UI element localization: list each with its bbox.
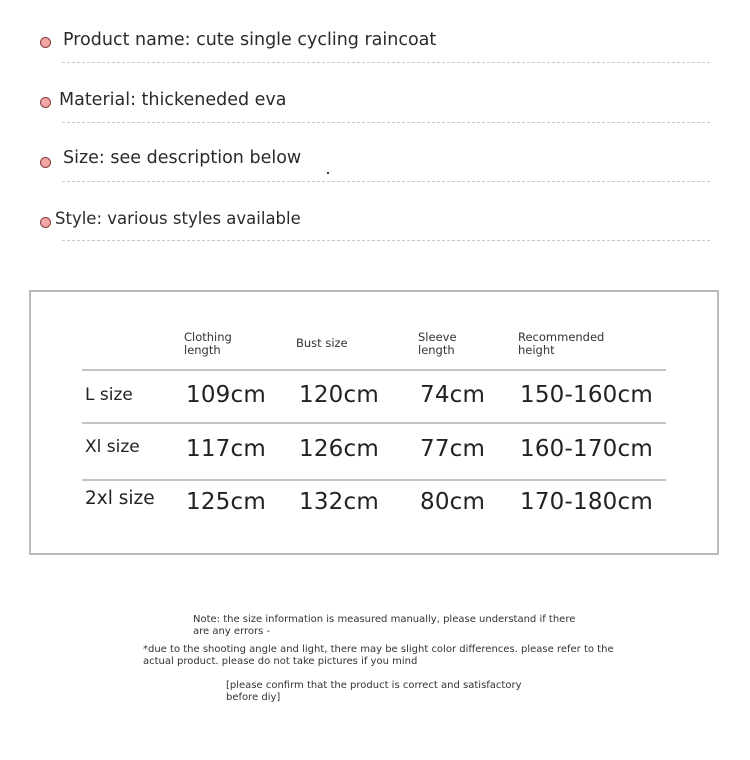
note-line: actual product. please do not take pictures if you mind — [143, 656, 418, 667]
header-recommended-height — [518, 331, 604, 357]
dashed-divider — [62, 62, 710, 63]
cell-clothing-length: 117cm — [186, 436, 266, 462]
dashed-divider — [62, 240, 710, 241]
table-rule — [82, 369, 666, 371]
note-line: [please confirm that the product is correct and satisfactory — [226, 680, 522, 691]
spec-style — [0, 207, 750, 267]
cell-height: 170-180cm — [520, 489, 653, 515]
note-line: before diy] — [226, 692, 281, 703]
note-measurement — [193, 614, 575, 638]
cell-bust: 120cm — [299, 382, 379, 408]
note-line: Note: the size information is measured manually, please understand if there — [193, 614, 576, 625]
cell-sleeve: 77cm — [420, 436, 486, 462]
header-line: Sleeve — [418, 330, 457, 344]
note-confirm — [226, 680, 522, 704]
dashed-divider — [62, 122, 710, 123]
header-line: length — [418, 343, 455, 357]
row-label-l: L size — [85, 385, 133, 405]
spec-material — [0, 88, 750, 148]
note-line: *due to the shooting angle and light, there may be slight color differences. please refer to the — [143, 644, 614, 655]
spec-product-name — [0, 28, 750, 88]
cell-clothing-length: 109cm — [186, 382, 266, 408]
bullet-dot-icon — [40, 157, 51, 168]
bullet-dot-icon — [40, 217, 51, 228]
cell-height: 150-160cm — [520, 382, 653, 408]
dashed-divider — [62, 181, 710, 182]
header-clothing-length — [184, 331, 232, 357]
note-line: are any errors - — [193, 626, 271, 637]
note-color-difference — [143, 644, 614, 668]
spec-text: Size: see description below — [63, 148, 302, 168]
header-line: Clothing — [184, 330, 232, 344]
cell-clothing-length: 125cm — [186, 489, 266, 515]
bullet-dot-icon — [40, 37, 51, 48]
bullet-dot-icon — [40, 97, 51, 108]
table-rule — [82, 422, 666, 424]
spec-size — [0, 147, 750, 207]
cell-bust: 126cm — [299, 436, 379, 462]
cell-height: 160-170cm — [520, 436, 653, 462]
header-line: length — [184, 343, 221, 357]
cell-bust: 132cm — [299, 489, 379, 515]
spec-text: Material: thickeneded eva — [59, 90, 287, 110]
spec-text: Product name: cute single cycling raincoat — [63, 30, 437, 50]
cell-sleeve: 74cm — [420, 382, 486, 408]
row-label-xl: Xl size — [85, 437, 140, 457]
header-line: height — [518, 343, 555, 357]
stray-mark — [327, 172, 329, 174]
header-line: Recommended — [518, 330, 605, 344]
table-rule — [82, 479, 666, 481]
header-sleeve-length — [418, 331, 457, 357]
spec-text: Style: various styles available — [55, 209, 301, 228]
cell-sleeve: 80cm — [420, 489, 486, 515]
header-bust-size: Bust size — [296, 336, 348, 350]
row-label-2xl: 2xl size — [85, 488, 155, 509]
